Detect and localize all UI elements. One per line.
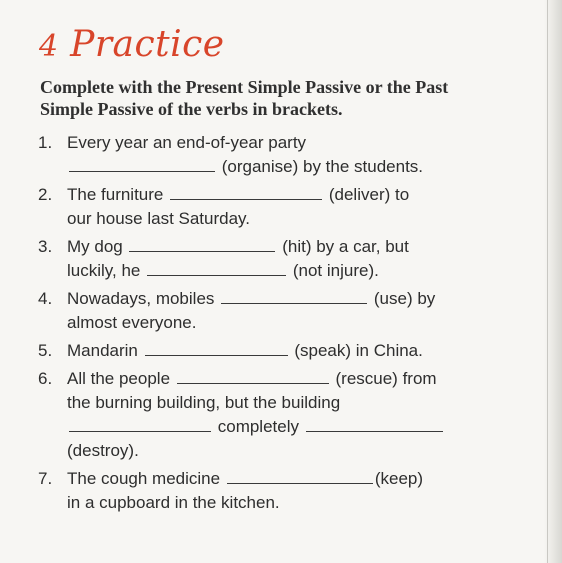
item-text-part: (not injure).	[292, 261, 379, 280]
item-text-part: almost everyone.	[67, 313, 197, 332]
item-text-part: in a cupboard in the kitchen.	[67, 493, 280, 512]
exercise-list	[38, 131, 508, 519]
item-text	[67, 131, 508, 179]
answer-blank[interactable]	[306, 415, 443, 432]
exercise-heading	[39, 24, 225, 65]
exercise-item-1	[38, 131, 508, 179]
item-text-part: The furniture	[67, 185, 164, 204]
item-text-part: Nowadays, mobiles	[67, 289, 215, 308]
exercise-item-7	[38, 467, 508, 515]
answer-blank[interactable]	[69, 415, 211, 432]
item-text-part: (destroy).	[67, 441, 139, 460]
item-text-part: (hit) by a car, but	[282, 237, 409, 256]
item-text-part: our house last Saturday.	[67, 209, 251, 228]
item-text-part: All the people	[67, 369, 171, 388]
item-text	[67, 183, 508, 231]
answer-blank[interactable]	[221, 287, 367, 304]
exercise-item-4	[38, 287, 508, 335]
item-text-part: completely	[217, 417, 299, 436]
exercise-number: 4	[39, 29, 59, 64]
exercise-item-6	[38, 367, 508, 463]
answer-blank[interactable]	[147, 259, 286, 276]
item-text	[67, 339, 508, 363]
answer-blank[interactable]	[170, 183, 322, 200]
item-text	[67, 367, 508, 463]
page-binding-line	[547, 0, 548, 563]
item-text-part: (keep)	[374, 469, 424, 488]
item-number: 6.	[38, 369, 53, 388]
answer-blank[interactable]	[129, 235, 275, 252]
item-text-part: Every year an end-of-year party	[67, 133, 307, 152]
item-text-part: My dog	[67, 237, 123, 256]
item-text	[67, 467, 508, 515]
answer-blank[interactable]	[69, 155, 215, 172]
item-text-part: (rescue) from	[335, 369, 437, 388]
item-text-part: (use) by	[373, 289, 436, 308]
item-number: 5.	[38, 341, 53, 360]
exercise-title: Practice	[70, 24, 225, 65]
item-number: 3.	[38, 237, 53, 256]
item-number: 7.	[38, 469, 53, 488]
exercise-item-2	[38, 183, 508, 231]
item-text	[67, 287, 508, 335]
item-text-part: (deliver) to	[328, 185, 410, 204]
item-number: 1.	[38, 133, 53, 152]
instructions: Complete with the Present Simple Passive or the Past Simple Passive of the verbs in brackets.	[40, 77, 449, 119]
exercise-item-5	[38, 339, 508, 363]
exercise-item-3	[38, 235, 508, 283]
item-number: 2.	[38, 185, 53, 204]
item-text-part: (speak) in China.	[294, 341, 423, 360]
item-number: 4.	[38, 289, 53, 308]
item-text-part: The cough medicine	[67, 469, 221, 488]
item-text-part: the burning building, but the building	[67, 393, 341, 412]
item-text-part: Mandarin	[67, 341, 138, 360]
item-text-part: (organise) by the students.	[221, 157, 424, 176]
answer-blank[interactable]	[177, 367, 329, 384]
answer-blank[interactable]	[145, 339, 288, 356]
item-text-part: luckily, he	[67, 261, 141, 280]
item-text	[67, 235, 508, 283]
answer-blank[interactable]	[227, 467, 373, 484]
